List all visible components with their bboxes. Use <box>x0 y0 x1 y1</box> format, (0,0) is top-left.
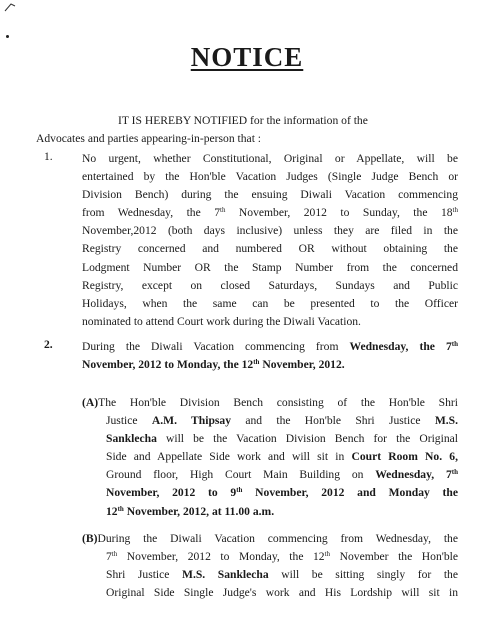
intro-paragraph <box>36 112 456 148</box>
scan-dot <box>6 35 9 38</box>
item-2-sub-a: (A)The Hon'ble Division Bench consisting of the Hon'ble Shri Justice A.M. Thipsay and the Hon'ble Shri Justice M.S. Sanklecha will be the Vacation Division Bench for the Original Side and Appellate Side work and will sit in Court Room No. 6, Ground floor, High Court Main Building on Wednesday, 7th November, 2012 to 9th November, 2012 and Monday the 12th November, 2012, at 11.00 a.m. <box>82 396 458 518</box>
item-2-number: 2. <box>44 338 53 351</box>
item-1-text: No urgent, whether Constitutional, Original or Appellate, will be entertained by the Hon'ble Vacation Judges (Single Judge Bench or Division Bench) during the ensuing Diwali Vacation commencing from Wednesday, the 7th November, 2012 to Sunday, the 18th November,2012 (both days inclusive) unless they are filed in the Registry concerned and numbered OR without obtaining the Lodgment Number OR the Stamp Number from the concerned Registry, except on closed Saturdays, Sundays and Public Holidays, when the same can be presented to the Officer nominated to attend Court work during the Diwali Vacation. <box>82 152 458 328</box>
item-1-number: 1. <box>44 150 53 163</box>
item-2-sub-b: (B)During the Diwali Vacation commencing from Wednesday, the 7th November, 2012 to Monday, the 12th November the Hon'ble Shri Justice M.S. Sanklecha will be sitting singly for the Original Side Single Judge's work and His Lordship will sit in <box>82 532 459 600</box>
sub-b-label: (B) <box>82 532 98 545</box>
item-2-text: During the Diwali Vacation commencing from Wednesday, the 7th November, 2012 to Monday, the 12th November, 2012. <box>82 340 458 372</box>
intro-line-1: IT IS HEREBY NOTIFIED for the information of the <box>118 114 368 127</box>
sub-a-label: (A) <box>82 396 99 409</box>
notice-title: NOTICE <box>190 42 304 72</box>
scan-mark-icon <box>4 2 18 12</box>
intro-line-2: Advocates and parties appearing-in-person that : <box>36 132 262 145</box>
